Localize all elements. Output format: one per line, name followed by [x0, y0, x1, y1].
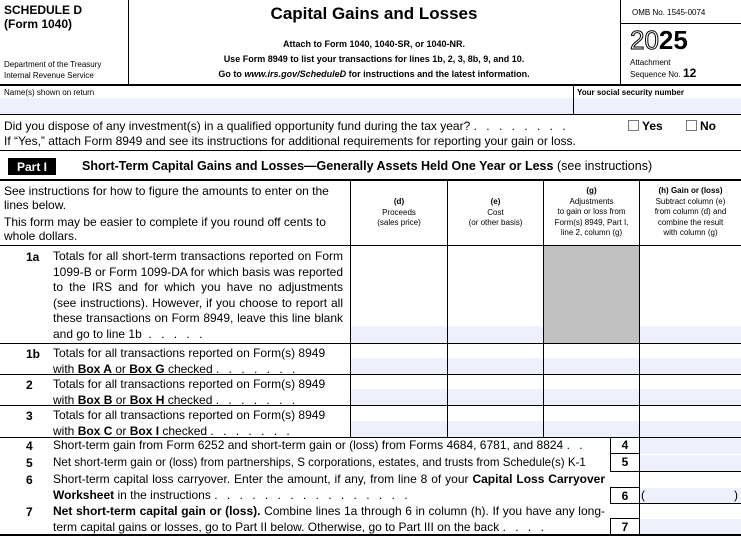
- line-number: 7: [26, 505, 33, 519]
- part-label: Part I: [8, 158, 56, 175]
- intro-text: See instructions for how to figure the amounts to enter on the lines below. This form may be easier to complete if you round off cents to whole dollars.: [4, 184, 329, 243]
- col-h-header: (h) Gain or (loss) Subtract column (e) from column (d) and combine the result with column (g): [654, 186, 727, 237]
- part-title: Short-Term Capital Gains and Losses—Generally Assets Held One Year or Less (see instructions): [82, 159, 653, 173]
- col-g-header: (g) Adjustments to gain or loss from Form(s) 8949, Part I, line 2, column (g): [554, 186, 629, 237]
- line-1a-cost[interactable]: [448, 326, 543, 343]
- line-7-text: Net short-term capital gain or (loss). Combine lines 1a through 6 in column (h). If you have any long-term capital gains or losses, go to Part II below. Otherwise, go to Part III on the back . . . .: [53, 504, 605, 534]
- line-1b-inputs[interactable]: [351, 358, 741, 374]
- qof-question: Did you dispose of any investment(s) in a qualified opportunity fund during the tax year? . . . . . . . .: [4, 119, 569, 133]
- line-number: 1a: [26, 250, 40, 264]
- tax-year: 2025: [630, 25, 688, 55]
- line-4-input[interactable]: [640, 438, 741, 454]
- paren: (: [641, 488, 645, 502]
- qof-note: If “Yes,” attach Form 8949 and see its instructions for additional requirements for reporting your gain or loss.: [4, 134, 576, 148]
- line-5-input[interactable]: [640, 455, 741, 471]
- form-title: Capital Gains and Losses: [270, 4, 478, 23]
- line-box: 7: [610, 518, 639, 535]
- line-7-input[interactable]: [640, 519, 741, 534]
- qof-no-checkbox[interactable]: No: [686, 119, 716, 133]
- paren: ): [734, 488, 738, 502]
- line-number: 1b: [26, 347, 41, 361]
- line-1b-text: Totals for all transactions reported on Form(s) 8949 with Box A or Box G checked . . . . . . .: [53, 346, 326, 376]
- col-d-header: (d) Proceeds (sales price): [377, 197, 421, 227]
- checkbox-icon[interactable]: [628, 120, 639, 131]
- line-3-text: Totals for all transactions reported on Form(s) 8949 with Box C or Box I checked . . . . . . .: [53, 408, 326, 438]
- line-box: 4: [610, 437, 639, 454]
- checkbox-icon[interactable]: [686, 120, 697, 131]
- name-label: Name(s) shown on return: [4, 88, 95, 97]
- col-e-header: (e) Cost (or other basis): [468, 197, 523, 227]
- line-number: 4: [26, 439, 33, 453]
- line-number: 6: [26, 473, 33, 487]
- line-2-text: Totals for all transactions reported on Form(s) 8949 with Box B or Box H checked . . . . . . .: [53, 377, 326, 407]
- omb-number: OMB No. 1545-0074: [632, 8, 706, 17]
- line-2-inputs[interactable]: [351, 389, 741, 405]
- form-title-block: Capital Gains and Losses Attach to Form 1040, 1040-SR, or 1040-NR. Use Form 8949 to list your transactions for lines 1b, 2, 3, 8b, 9, and 10. Go to www.irs.gov/ScheduleD for instructions and the latest information.: [128, 0, 620, 82]
- line-1a-text: Totals for all short-term transactions reported on Form 1099-B or Form 1099-DA for which basis was reported to the IRS and for which you have no adjustments (see instructions). However, if you choose to report all these transactions on Form 8949, leave this line blank and go to line 1b . . . . .: [53, 249, 343, 341]
- line-1a-proceeds[interactable]: [351, 326, 447, 343]
- line-number: 2: [26, 378, 33, 392]
- line-1a-adjustments-shaded: [544, 246, 639, 343]
- qof-yes-checkbox[interactable]: Yes: [628, 119, 663, 133]
- schedule-id: SCHEDULE D (Form 1040): [4, 3, 83, 31]
- line-box: 6: [610, 487, 639, 503]
- line-6-text: Short-term capital loss carryover. Enter the amount, if any, from line 8 of your Capital Loss Carryover Worksheet in the instructions . . . . . . . . . . . . . . . .: [53, 472, 605, 502]
- line-5-text: Net short-term gain or (loss) from partnerships, S corporations, estates, and trusts from Schedule(s) K-1: [53, 456, 586, 469]
- agency: Department of the Treasury Internal Revenue Service: [4, 60, 102, 80]
- name-input[interactable]: [0, 98, 573, 114]
- line-number: 5: [26, 456, 33, 470]
- line-1a-gain[interactable]: [640, 326, 741, 343]
- attachment-sequence: Attachment Sequence No. 12: [630, 58, 697, 80]
- ssn-input[interactable]: [574, 98, 741, 114]
- line-number: 3: [26, 409, 33, 423]
- line-box: 5: [610, 454, 639, 471]
- line-6-input[interactable]: [640, 488, 741, 503]
- ssn-label: Your social security number: [577, 88, 684, 97]
- line-4-text: Short-term gain from Form 6252 and short-term gain or (loss) from Forms 4684, 6781, and 8824 . .: [53, 438, 586, 452]
- line-3-inputs[interactable]: [351, 421, 741, 437]
